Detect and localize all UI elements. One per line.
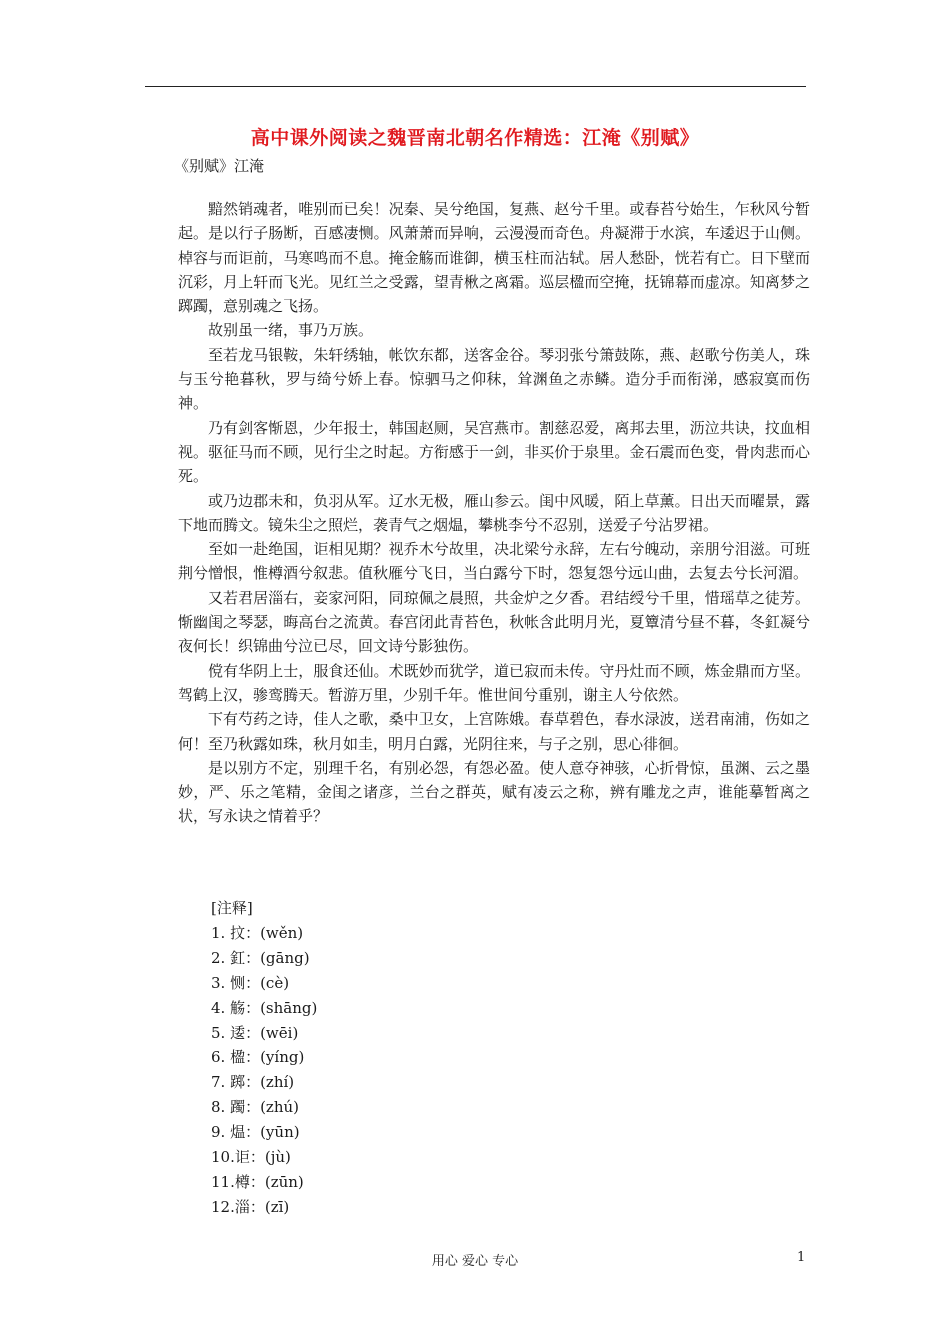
paragraph: 或乃边郡未和，负羽从军。辽水无极，雁山参云。闺中风暖，陌上草薰。日出天而曜景，露下地而腾文。镜朱尘之照烂，袭青气之烟煴，攀桃李兮不忍别，送爱子兮沾罗裙。 <box>178 491 810 534</box>
paragraph: 是以别方不定，别理千名，有别必怨，有怨必盈。使人意夺神骇，心折骨惊，虽渊、云之墨妙，严、乐之笔精，金闺之诸彦，兰台之群英，赋有凌云之称，辨有雕龙之声，谁能摹暂离之状，写永诀之情着乎？ <box>178 758 810 826</box>
footer-motto: 用心 爱心 专心 <box>431 1254 519 1269</box>
paragraph: 黯然销魂者，唯别而已矣！况秦、吴兮绝国，复燕、赵兮千里。或春苔兮始生，乍秋风兮暂起。是以行子肠断，百感凄恻。风萧萧而异响，云漫漫而奇色。舟凝滞于水滨，车逶迟于山侧。棹容与而讵前，马寒鸣而不息。掩金觞而谁御，横玉柱而沾轼。居人愁卧，恍若有亡。日下壁而沉彩，月上轩而飞光。见红兰之受露，望青楸之离霜。巡层楹而空掩，抚锦幕而虚凉。知离梦之踯躅，意别魂之飞扬。 <box>178 200 810 316</box>
paragraph: 又若君居淄右，妾家河阳，同琼佩之晨照，共金炉之夕香。君结绶兮千里，惜瑶草之徒芳。惭幽闺之琴瑟，晦高台之流黄。春宫闭此青苔色，秋帐含此明月光，夏簟清兮昼不暮，冬釭凝兮夜何长！织锦曲兮泣已尽，回文诗兮影独伤。 <box>178 588 810 656</box>
header-rule <box>145 86 806 87</box>
note-item: 2. 釭：(gāng) <box>211 948 310 967</box>
note-item: 5. 逶：(wēi) <box>211 1023 299 1042</box>
note-item: 6. 楹：(yíng) <box>211 1048 305 1067</box>
note-item: 12.淄：(zī) <box>211 1197 290 1216</box>
notes-section <box>211 896 611 1220</box>
notes-heading: [注释] <box>211 899 253 917</box>
paragraph: 至若龙马银鞍，朱轩绣轴，帐饮东都，送客金谷。琴羽张兮箫鼓陈，燕、赵歌兮伤美人，珠与玉兮艳暮秋，罗与绮兮娇上春。惊驷马之仰秣，耸渊鱼之赤鳞。造分手而衔涕，感寂寞而伤神。 <box>178 345 810 413</box>
note-item: 8. 躅：(zhú) <box>211 1098 300 1117</box>
paragraph: 故别虽一绪，事乃万族。 <box>208 321 374 340</box>
note-item: 3. 恻：(cè) <box>211 973 290 992</box>
paragraph: 至如一赴绝国，讵相见期？视乔木兮故里，决北梁兮永辞，左右兮魄动，亲朋兮泪滋。可班荆兮憎恨，惟樽酒兮叙悲。值秋雁兮飞日，当白露兮下时，怨复怨兮远山曲，去复去兮长河湄。 <box>178 540 810 583</box>
paragraph: 下有芍药之诗，佳人之歌，桑中卫女，上宫陈娥。春草碧色，春水渌波，送君南浦，伤如之何！至乃秋露如珠，秋月如圭，明月白露，光阴往来，与子之别，思心徘徊。 <box>178 710 810 753</box>
paragraph: 乃有剑客惭恩，少年报士，韩国赵厕，吴宫燕市。割慈忍爱，离邦去里，沥泣共诀，抆血相视。驱征马而不顾，见行尘之时起。方衔感于一剑，非买价于泉里。金石震而色变，骨肉悲而心死。 <box>178 418 810 486</box>
note-item: 9. 煴：(yūn) <box>211 1123 300 1142</box>
note-item: 11.樽：(zūn) <box>211 1172 304 1191</box>
body-text <box>178 197 810 829</box>
document-title: 高中课外阅读之魏晋南北朝名作精选：江淹《别赋》 <box>250 127 700 149</box>
note-item: 4. 觞：(shāng) <box>211 998 318 1017</box>
note-item: 1. 抆：(wěn) <box>211 923 304 942</box>
note-item: 10.讵：(jù) <box>211 1148 291 1167</box>
notes-list <box>211 921 611 1220</box>
document-subtitle: 《别赋》江淹 <box>174 157 265 175</box>
paragraph: 傥有华阴上士，服食还仙。术既妙而犹学，道已寂而未传。守丹灶而不顾，炼金鼎而方坚。驾鹤上汉，骖鸾腾天。暂游万里，少别千年。惟世间兮重别，谢主人兮依然。 <box>178 661 810 704</box>
page-number: 1 <box>797 1250 806 1265</box>
note-item: 7. 踯：(zhí) <box>211 1073 295 1092</box>
